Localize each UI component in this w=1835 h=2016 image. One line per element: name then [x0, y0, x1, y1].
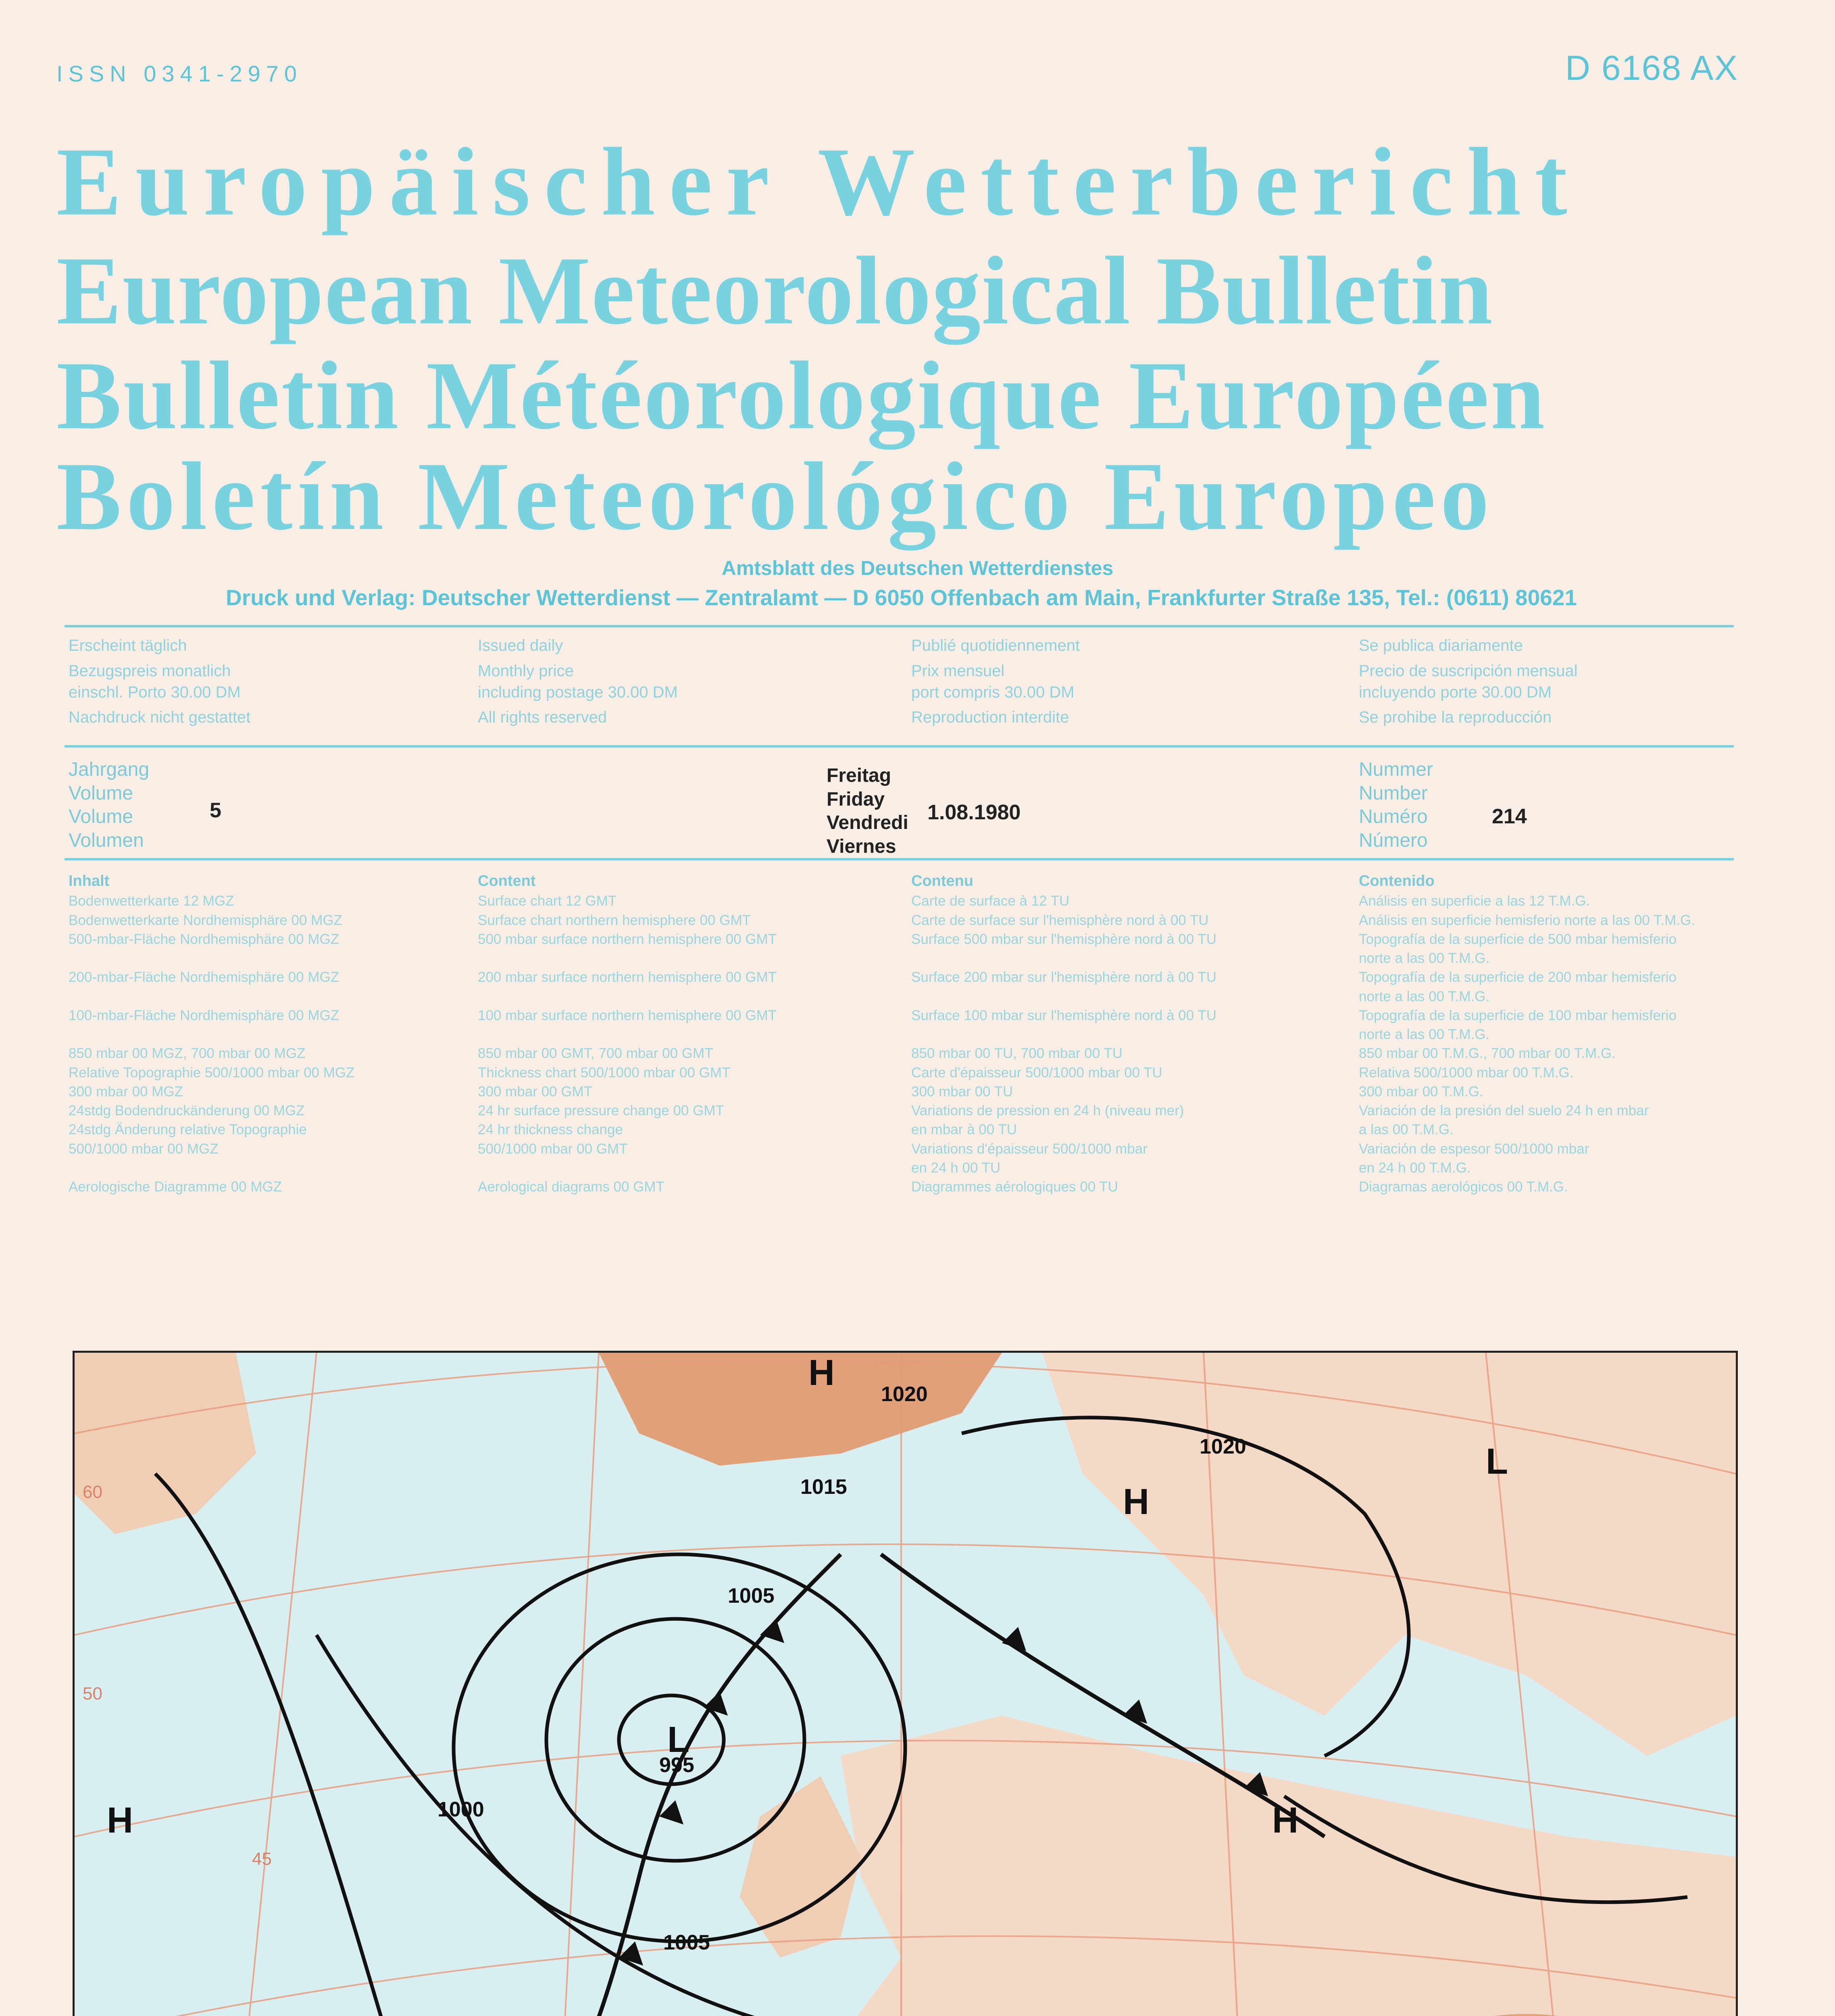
contents-item: Aerological diagrams 00 GMT: [478, 1179, 664, 1195]
high-centre: H: [1272, 1800, 1298, 1841]
number-labels: Nummer Number Numéro Número: [1359, 759, 1433, 851]
contents-item: 300 mbar 00 TU: [911, 1083, 1013, 1100]
weather-map-svg: [75, 1353, 1736, 2016]
contents-item: 300 mbar 00 T.M.G.: [1359, 1083, 1483, 1100]
contents-item: 500-mbar-Fläche Nordhemisphäre 00 MGZ: [69, 931, 340, 947]
contents-item: en mbar à 00 TU: [911, 1122, 1017, 1138]
low-centre: L: [667, 1720, 689, 1760]
divider: [65, 625, 1734, 627]
contents-item: 200-mbar-Fläche Nordhemisphäre 00 MGZ: [69, 969, 340, 985]
weekday-labels: Freitag Friday Vendredi Viernes: [827, 765, 908, 857]
contents-item: [478, 949, 777, 968]
contents-item: norte a las 00 T.M.G.: [1359, 950, 1490, 966]
contents-english: [478, 871, 777, 1196]
contents-item: norte a las 00 T.M.G.: [1359, 988, 1490, 1004]
issn: ISSN 0341-2970: [56, 61, 303, 86]
contents-item: Análisis en superficie hemisferio norte a las 00 T.M.G.: [1359, 912, 1695, 928]
contents-item: en 24 h 00 TU: [911, 1160, 1001, 1176]
contents-item: [911, 987, 1216, 1006]
contents-item: 300 mbar 00 GMT: [478, 1083, 592, 1100]
contents-heading: Inhalt: [69, 873, 110, 889]
isobar-label: 1005: [663, 1931, 710, 1954]
contents-item: [478, 1158, 777, 1177]
contents-heading: Contenido: [1359, 873, 1435, 889]
contents-item: [478, 1025, 777, 1044]
contents-item: [478, 987, 777, 1006]
latitude-label: 60: [83, 1482, 102, 1502]
land-iceland: [75, 1353, 256, 1534]
contents-item: Diagrammes aérologiques 00 TU: [911, 1179, 1118, 1195]
contents-item: a las 00 T.M.G.: [1359, 1122, 1454, 1138]
issue-number: 214: [1492, 805, 1527, 828]
terms-english: Issued daily Monthly price including postage 30.00 DM All rights reserved: [478, 637, 678, 727]
contents-item: Relativa 500/1000 mbar 00 T.M.G.: [1359, 1064, 1574, 1081]
contents-item: Carte de surface à 12 TU: [911, 893, 1070, 909]
publisher-line-1: Amtsblatt des Deutschen Wetterdienstes: [721, 557, 1114, 579]
divider: [65, 858, 1734, 860]
contents-item: 200 mbar surface northern hemisphere 00 GMT: [478, 969, 777, 985]
contents-item: [69, 949, 355, 968]
contents-item: 850 mbar 00 T.M.G., 700 mbar 00 T.M.G.: [1359, 1045, 1616, 1062]
isobar-label: 1020: [1200, 1435, 1246, 1458]
isobar-label: 1015: [800, 1475, 847, 1499]
contents-item: 850 mbar 00 TU, 700 mbar 00 TU: [911, 1045, 1123, 1062]
title-french: Bulletin Météorologique Européen: [56, 342, 1547, 450]
contents-item: 300 mbar 00 MGZ: [69, 1083, 183, 1100]
contents-item: Aerologische Diagramme 00 MGZ: [69, 1179, 282, 1195]
contents-item: Variación de espesor 500/1000 mbar: [1359, 1141, 1589, 1157]
contents-item: Relative Topographie 500/1000 mbar 00 MGZ: [69, 1064, 355, 1081]
document-number: D 6168 AX: [1565, 49, 1738, 87]
contents-item: Surface 100 mbar sur l'hemisphère nord à 00 TU: [911, 1007, 1216, 1023]
contents-item: 24 hr surface pressure change 00 GMT: [478, 1103, 724, 1119]
high-centre: H: [107, 1800, 133, 1841]
land-greenland: [599, 1353, 1002, 1466]
contents-item: 24 hr thickness change: [478, 1122, 623, 1138]
low-centre: L: [1486, 1441, 1508, 1482]
contents-item: en 24 h 00 T.M.G.: [1359, 1160, 1471, 1176]
contents-french: [911, 871, 1216, 1196]
contents-spanish: [1359, 871, 1695, 1196]
high-centre: H: [1123, 1482, 1149, 1522]
contents-item: 850 mbar 00 MGZ, 700 mbar 00 MGZ: [69, 1045, 306, 1062]
issue-date: 1.08.1980: [927, 801, 1021, 824]
contents-german: [69, 871, 355, 1196]
contents-item: Surface 200 mbar sur l'hemisphère nord à 00 TU: [911, 969, 1216, 985]
publisher-line-2: Druck und Verlag: Deutscher Wetterdienst — Zentralamt — D 6050 Offenbach am Main, Frankfurter Straße 135, Tel.: (0611) 80621: [226, 585, 1577, 610]
latitude-label: 50: [83, 1684, 102, 1704]
contents-item: 500/1000 mbar 00 MGZ: [69, 1141, 219, 1157]
contents-item: 500/1000 mbar 00 GMT: [478, 1141, 628, 1157]
contents-item: 100 mbar surface northern hemisphere 00 GMT: [478, 1007, 777, 1023]
title-spanish: Boletín Meteorológico Europeo: [56, 442, 1494, 550]
contents-item: Análisis en superficie a las 12 T.M.G.: [1359, 893, 1590, 909]
contents-item: Surface 500 mbar sur l'hemisphère nord à 00 TU: [911, 931, 1216, 947]
contents-item: Diagramas aerológicos 00 T.M.G.: [1359, 1179, 1568, 1195]
contents-item: [69, 987, 355, 1006]
isobar-label: 1005: [728, 1584, 775, 1608]
contents-item: Topografía de la superficie de 100 mbar hemisferio: [1359, 1007, 1677, 1023]
title-german: Europäischer Wetterbericht: [56, 128, 1581, 236]
divider: [65, 745, 1734, 748]
contents-item: Surface chart northern hemisphere 00 GMT: [478, 912, 751, 928]
contents-item: Variations de pression en 24 h (niveau mer): [911, 1103, 1184, 1119]
contents-item: Carte d'épaisseur 500/1000 mbar 00 TU: [911, 1064, 1162, 1081]
contents-item: [911, 1025, 1216, 1044]
contents-item: 24stdg Änderung relative Topographie: [69, 1122, 307, 1138]
contents-item: Surface chart 12 GMT: [478, 893, 617, 909]
contents-item: Variación de la presión del suelo 24 h en mbar: [1359, 1103, 1649, 1119]
isobar-label: 1000: [437, 1798, 484, 1821]
contents-item: [911, 949, 1216, 968]
contents-item: 500 mbar surface northern hemisphere 00 GMT: [478, 931, 777, 947]
volume-labels: Jahrgang Volume Volume Volumen: [69, 759, 150, 851]
contents-item: norte a las 00 T.M.G.: [1359, 1027, 1490, 1043]
contents-item: Bodenwetterkarte 12 MGZ: [69, 893, 234, 909]
contents-heading: Content: [478, 873, 536, 889]
contents-item: 24stdg Bodendruckänderung 00 MGZ: [69, 1103, 305, 1119]
contents-item: 100-mbar-Fläche Nordhemisphäre 00 MGZ: [69, 1007, 340, 1023]
contents-item: Thickness chart 500/1000 mbar 00 GMT: [478, 1064, 731, 1081]
terms-german: Erscheint täglich Bezugspreis monatlich einschl. Porto 30.00 DM Nachdruck nicht gestattet: [69, 637, 251, 727]
isobar-label: 995: [659, 1754, 694, 1777]
surface-weather-map: [73, 1351, 1738, 2016]
latitude-label: 45: [252, 1849, 272, 1869]
terms-french: Publié quotidiennement Prix mensuel port compris 30.00 DM Reproduction interdite: [911, 637, 1080, 727]
contents-item: Bodenwetterkarte Nordhemisphäre 00 MGZ: [69, 912, 342, 928]
isobar-label: 1020: [881, 1383, 928, 1406]
volume-number: 5: [210, 799, 221, 822]
contents-item: Variations d'épaisseur 500/1000 mbar: [911, 1141, 1148, 1157]
contents-item: Topografía de la superficie de 200 mbar hemisferio: [1359, 969, 1677, 985]
contents-item: [69, 1025, 355, 1044]
contents-item: [69, 1158, 355, 1177]
latitude-labels: [83, 1482, 377, 2016]
high-centre: H: [808, 1353, 835, 1393]
title-english: European Meteorological Bulletin: [56, 237, 1493, 345]
contents-item: Topografía de la superficie de 500 mbar hemisferio: [1359, 931, 1677, 947]
contents-item: Carte de surface sur l'hemisphère nord à 00 TU: [911, 912, 1209, 928]
contents-heading: Contenu: [911, 873, 974, 889]
contents-item: 850 mbar 00 GMT, 700 mbar 00 GMT: [478, 1045, 713, 1062]
terms-spanish: Se publica diariamente Precio de suscripción mensual incluyendo porte 30.00 DM Se prohibe la reproducción: [1359, 637, 1578, 727]
